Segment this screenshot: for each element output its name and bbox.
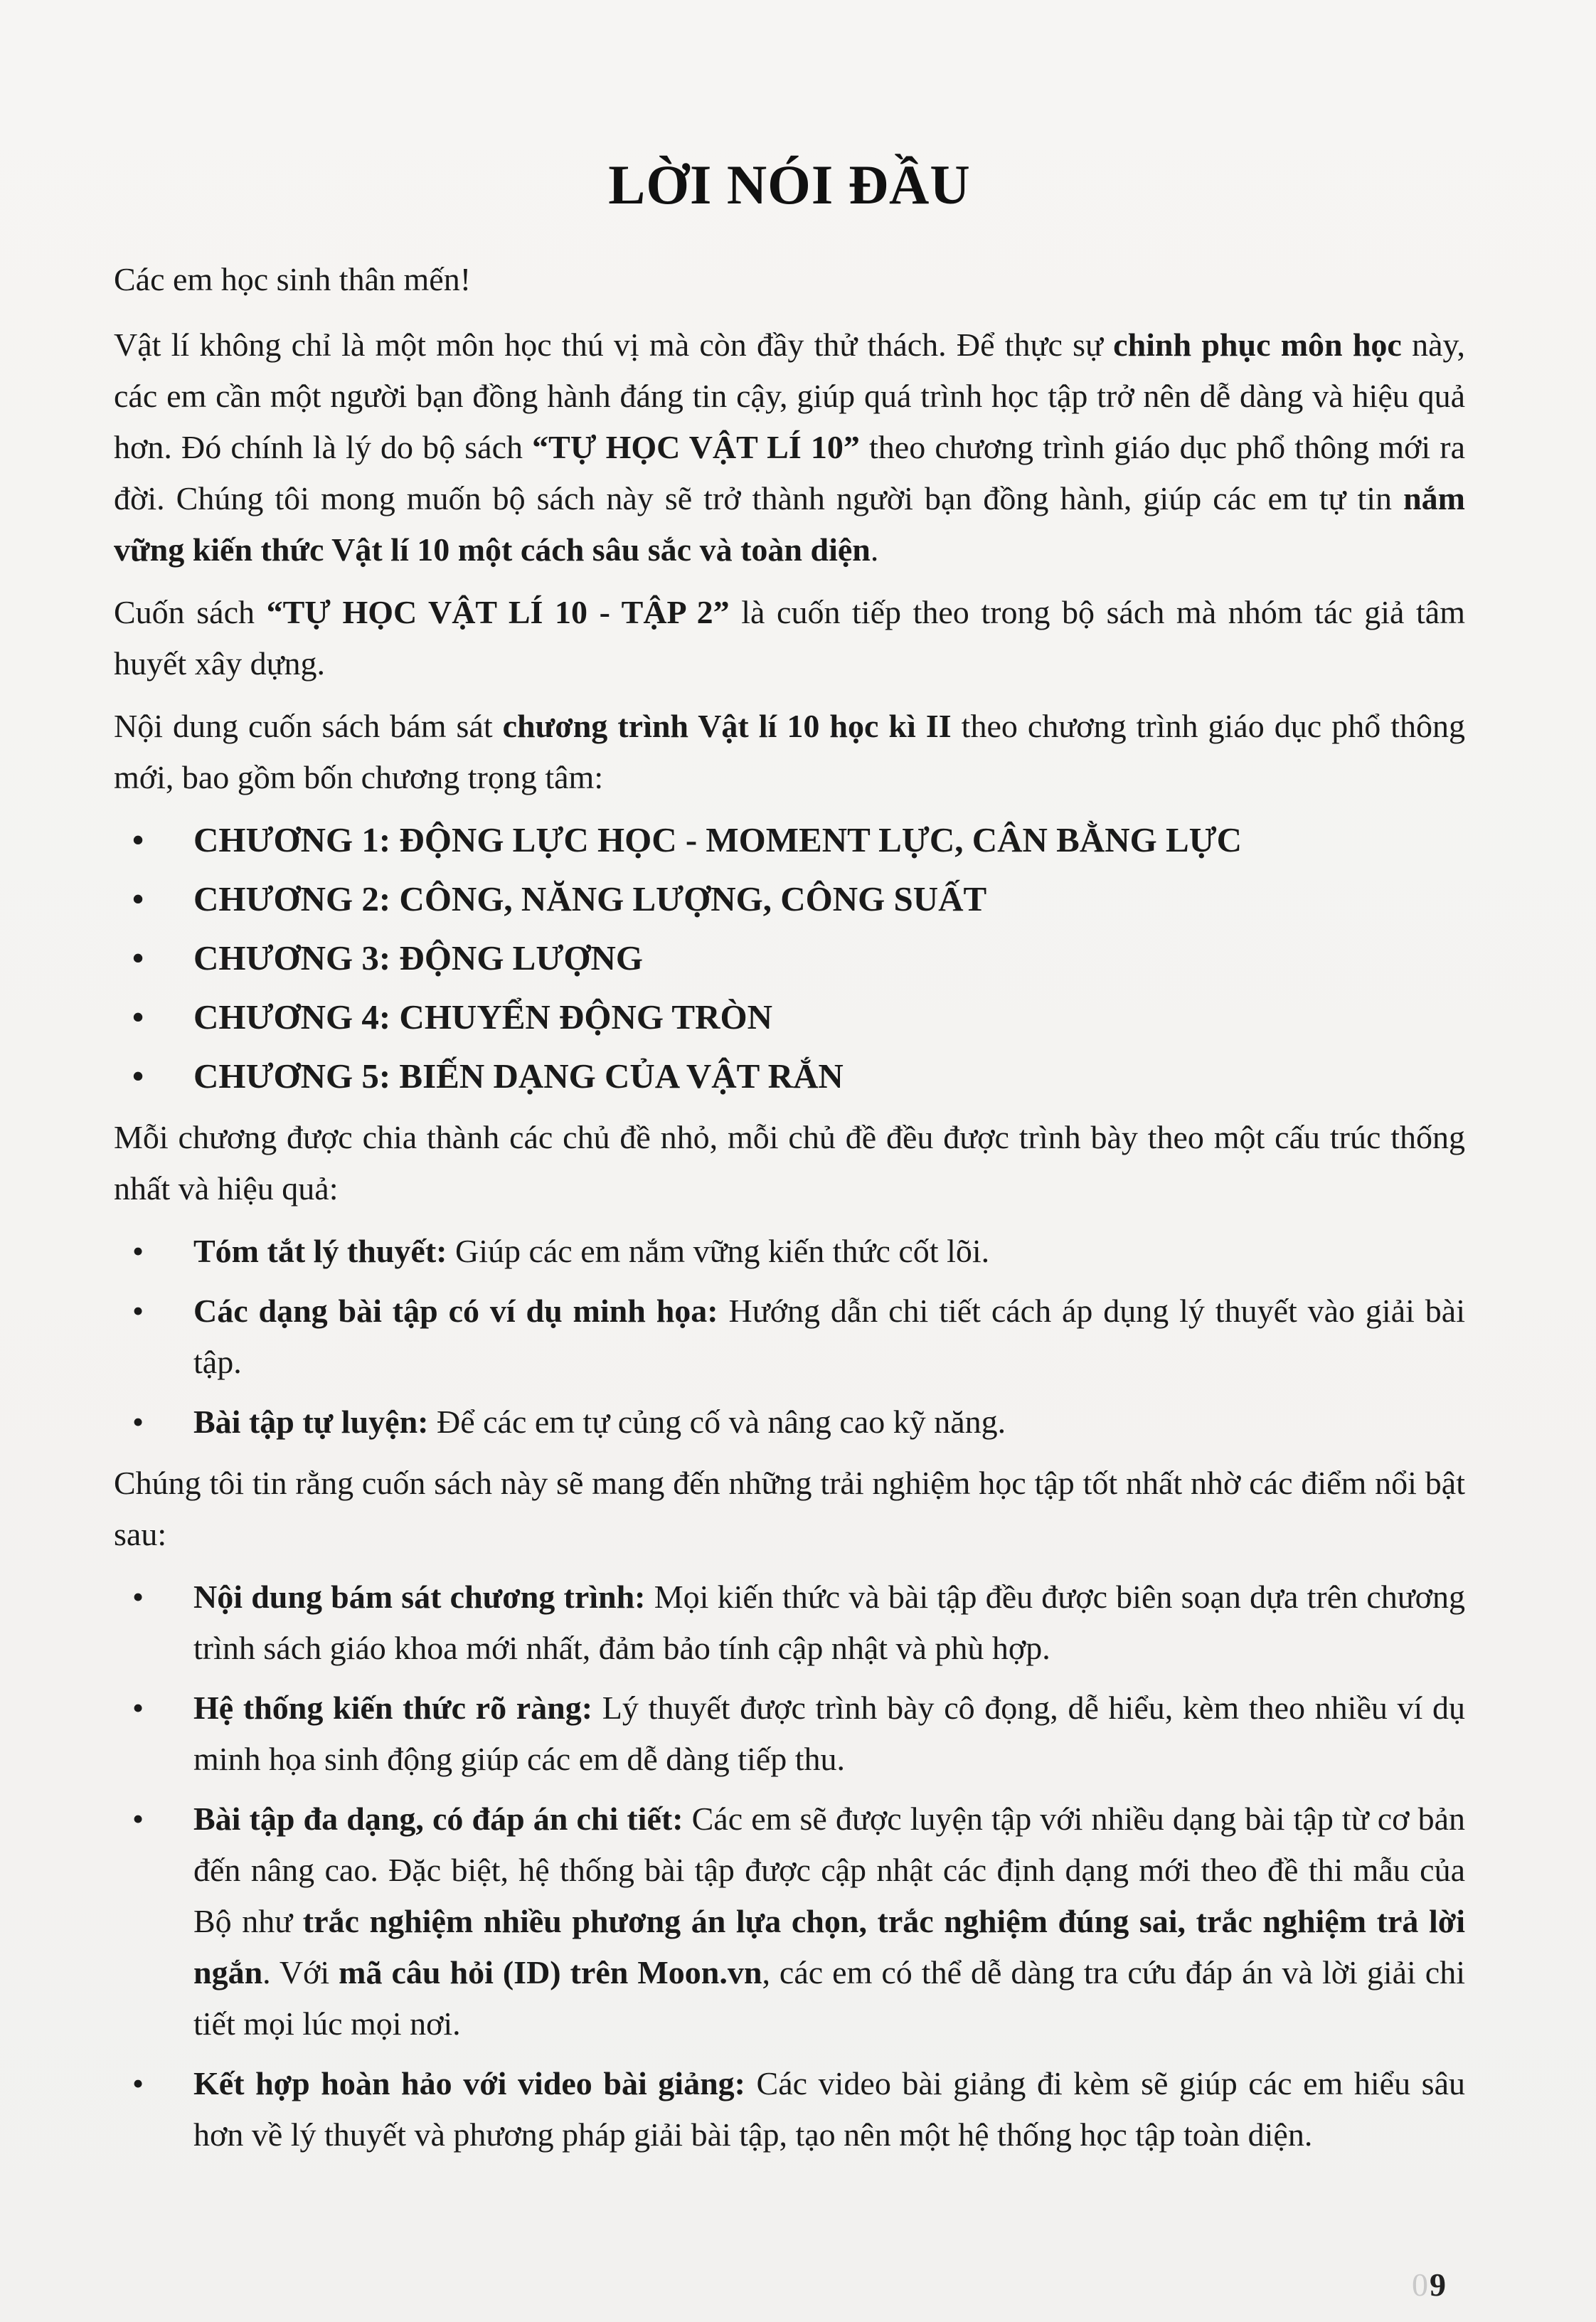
- page-number: [1412, 2266, 1446, 2304]
- chapter-item: • CHƯƠNG 1: ĐỘNG LỰC HỌC - MOMENT LỰC, CÂN BẰNG LỰC: [114, 815, 1465, 866]
- structure-item: • Bài tập tự luyện: Để các em tự củng cố và nâng cao kỹ năng.: [114, 1396, 1465, 1448]
- page-number-value: 9: [1430, 2267, 1446, 2303]
- feature-item: • Hệ thống kiến thức rõ ràng: Lý thuyết được trình bày cô đọng, dễ hiểu, kèm theo nhiều ví dụ minh họa sinh động giúp các em dễ dàng tiếp thu.: [114, 1682, 1465, 1785]
- paragraph-volume: Cuốn sách “TỰ HỌC VẬT LÍ 10 - TẬP 2” là cuốn tiếp theo trong bộ sách mà nhóm tác giả tâm huyết xây dựng.: [114, 594, 1465, 682]
- chapter-item: • CHƯƠNG 2: CÔNG, NĂNG LƯỢNG, CÔNG SUẤT: [114, 874, 1465, 925]
- paragraph-intro: Vật lí không chỉ là một môn học thú vị mà còn đầy thử thách. Để thực sự chinh phục môn học này, các em cần một người bạn đồng hành đáng tin cậy, giúp quá trình học tập trở nên dễ dàng và hiệu quả hơn. Đó chính là lý do bộ sách “TỰ HỌC VẬT LÍ 10” theo chương trình giáo dục phổ thông mới ra đời. Chúng tôi mong muốn bộ sách này sẽ trở thành người bạn đồng hành, giúp các em tự tin nắm vững kiến thức Vật lí 10 một cách sâu sắc và toàn diện.: [114, 327, 1465, 568]
- chapter-item: • CHƯƠNG 5: BIẾN DẠNG CỦA VẬT RẮN: [114, 1051, 1465, 1102]
- preface-content: [114, 153, 1465, 2170]
- structure-item: • Các dạng bài tập có ví dụ minh họa: Hướng dẫn chi tiết cách áp dụng lý thuyết vào giải bài tập.: [114, 1285, 1465, 1388]
- structure-list: [114, 1226, 1465, 1448]
- paragraph-content: Nội dung cuốn sách bám sát chương trình Vật lí 10 học kì II theo chương trình giáo dục phổ thông mới, bao gồm bốn chương trọng tâm:: [114, 708, 1465, 795]
- feature-item: • Nội dung bám sát chương trình: Mọi kiến thức và bài tập đều được biên soạn dựa trên chương trình sách giáo khoa mới nhất, đảm bảo tính cập nhật và phù hợp.: [114, 1571, 1465, 1674]
- feature-item: • Bài tập đa dạng, có đáp án chi tiết: Các em sẽ được luyện tập với nhiều dạng bài tập từ cơ bản đến nâng cao. Đặc biệt, hệ thống bài tập được cập nhật các định dạng mới theo đề thi mẫu của Bộ như trắc nghiệm nhiều phương án lựa chọn, trắc nghiệm đúng sai, trắc nghiệm trả lời ngắn. Với mã câu hỏi (ID) trên Moon.vn, các em có thể dễ dàng tra cứu đáp án và lời giải chi tiết mọi lúc mọi nơi.: [114, 1793, 1465, 2050]
- page-title: LỜI NÓI ĐẦU: [608, 154, 971, 216]
- feature-list: [114, 1571, 1465, 2161]
- page-number-shadow: 0: [1412, 2267, 1428, 2303]
- feature-item: • Kết hợp hoàn hảo với video bài giảng: Các video bài giảng đi kèm sẽ giúp các em hiểu sâu hơn về lý thuyết và phương pháp giải bài tập, tạo nên một hệ thống học tập toàn diện.: [114, 2058, 1465, 2161]
- paragraph-structure: Mỗi chương được chia thành các chủ đề nhỏ, mỗi chủ đề đều được trình bày theo một cấu trúc thống nhất và hiệu quả:: [114, 1119, 1465, 1207]
- paragraph-features: Chúng tôi tin rằng cuốn sách này sẽ mang đến những trải nghiệm học tập tốt nhất nhờ các điểm nổi bật sau:: [114, 1465, 1465, 1552]
- chapter-list: [114, 815, 1465, 1102]
- structure-item: • Tóm tắt lý thuyết: Giúp các em nắm vững kiến thức cốt lõi.: [114, 1226, 1465, 1277]
- greeting: Các em học sinh thân mến!: [114, 261, 472, 297]
- chapter-item: • CHƯƠNG 4: CHUYỂN ĐỘNG TRÒN: [114, 992, 1465, 1043]
- chapter-item: • CHƯƠNG 3: ĐỘNG LƯỢNG: [114, 933, 1465, 984]
